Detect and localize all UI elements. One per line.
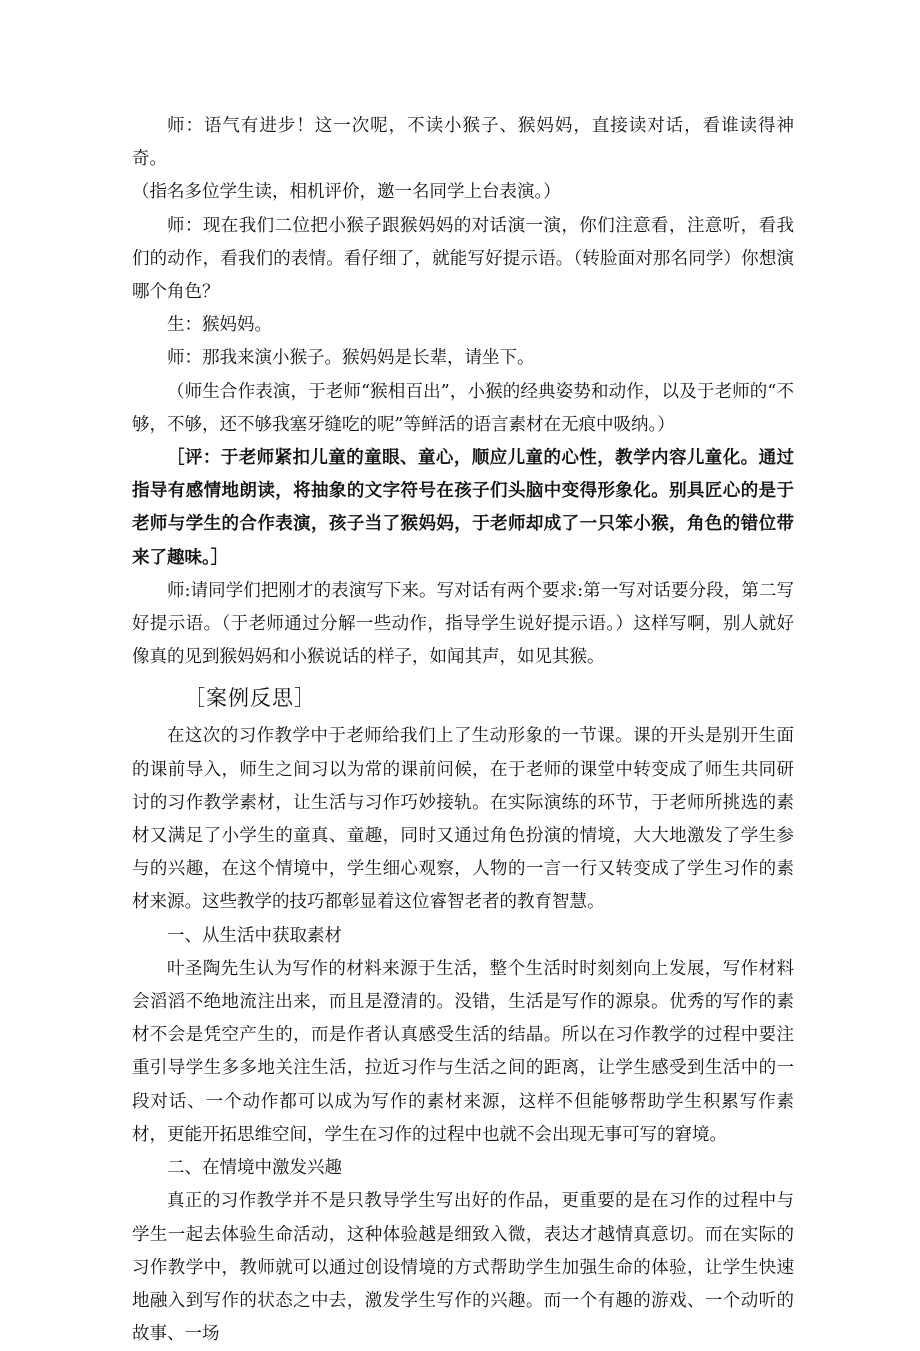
dialogue-paragraph: 生：猴妈妈。 [167,315,272,336]
subsection-title: 一、从生活中获取素材 [167,925,342,946]
commentary-paragraph: ［评：于老师紧扣儿童的童眼、童心，顺应儿童的心性，教学内容儿童化。通过指导有感情地朗读，将抽象的文字符号在孩子们头脑中变得形象化。别具匠心的是于老师与学生的合作表演，孩子当了猴妈妈，于老师却成了一只笨小猴，角色的错位带来了趣味。］ [132,448,794,568]
subsection-title: 二、在情境中激发兴趣 [167,1158,342,1179]
dialogue-paragraph: 师：现在我们二位把小猴子跟猴妈妈的对话演一演，你们注意看，注意听，看我们的动作，看我们的表情。看仔细了，就能写好提示语。（转脸面对那名同学）你想演哪个角色？ [132,215,794,303]
body-paragraph: 叶圣陶先生认为写作的材料来源于生活，整个生活时时刻刻向上发展，写作材料会滔滔不绝地流注出来，而且是澄清的。没错，生活是写作的源泉。优秀的写作的素材不会是凭空产生的，而是作者认真感受生活的结晶。所以在习作教学的过程中要注重引导学生多多地关注生活，拉近习作与生活之间的距离，让学生感受到生活中的一段对话、一个动作都可以成为写作的素材来源，这样不但能够帮助学生积累写作素材，更能开拓思维空间，学生在习作的过程中也就不会出现无事可写的窘境。 [132,958,794,1145]
section-heading: ［案例反思］ [184,686,316,711]
stage-direction: （指名多位学生读，相机评价，邀一名同学上台表演。） [132,182,561,203]
body-paragraph: 真正的习作教学并不是只教导学生写出好的作品，更重要的是在习作的过程中与学生一起去体验生命活动，这种体验越是细致入微，表达才越情真意切。而在实际的习作教学中，教师就可以通过创设情境的方式帮助学生加强生命的体验，让学生快速地融入到写作的状态之中去，激发学生写作的兴趣。而一个有趣的游戏、一个动听的故事、一场 [132,1191,794,1345]
document-page [132,110,794,1351]
dialogue-paragraph: 师:请同学们把刚才的表演写下来。写对话有两个要求:第一写对话要分段，第二写好提示语。（于老师通过分解一些动作，指导学生说好提示语。）这样写啊，别人就好像真的见到猴妈妈和小猴说话的样子，如闻其声，如见其猴。 [132,580,794,668]
body-paragraph: 在这次的习作教学中于老师给我们上了生动形象的一节课。课的开头是别开生面的课前导入，师生之间习以为常的课前问候，在于老师的课堂中转变成了师生共同研讨的习作教学素材，让生活与习作巧妙接轨。在实际演练的环节，于老师所挑选的素材又满足了小学生的童真、童趣，同时又通过角色扮演的情境，大大地激发了学生参与的兴趣，在这个情境中，学生细心观察，人物的一言一行又转变成了学生习作的素材来源。这些教学的技巧都彰显着这位睿智老者的教育智慧。 [132,726,794,913]
dialogue-paragraph: 师：语气有进步！这一次呢，不读小猴子、猴妈妈，直接读对话，看谁读得神奇。 [132,116,794,170]
stage-direction: （师生合作表演，于老师“猴相百出”，小猴的经典姿势和动作，以及于老师的“不够，不够，还不够我塞牙缝吃的呢”等鲜活的语言素材在无痕中吸纳。） [132,381,794,435]
dialogue-paragraph: 师：那我来演小猴子。猴妈妈是长辈，请坐下。 [167,348,535,369]
